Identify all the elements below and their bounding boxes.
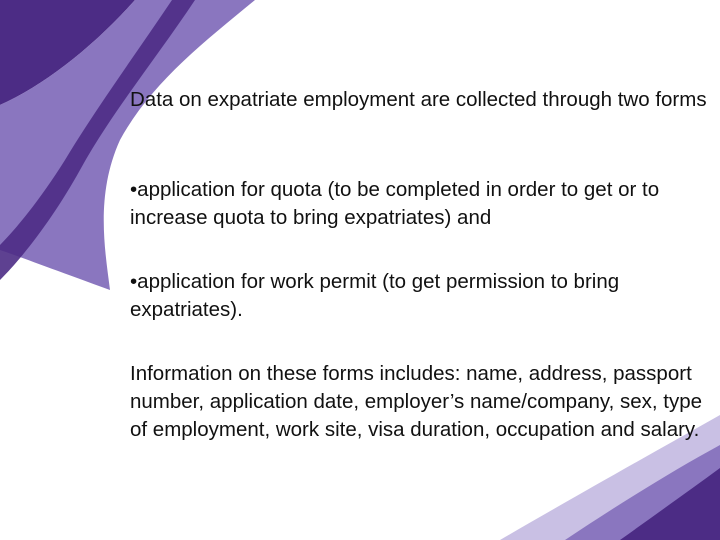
bullet-quota-application: •application for quota (to be completed in order to get or to increase quota to bring expatriates) and	[130, 178, 660, 229]
bullet-work-permit-application: •application for work permit (to get permission to bring expatriates).	[130, 270, 620, 321]
information-paragraph: Information on these forms includes: name, address, passport number, application date, employer’s name/company, sex, type of employment, work site, visa duration, occupation and salary.	[130, 362, 703, 441]
intro-paragraph: Data on expatriate employment are collected through two forms	[130, 88, 707, 111]
